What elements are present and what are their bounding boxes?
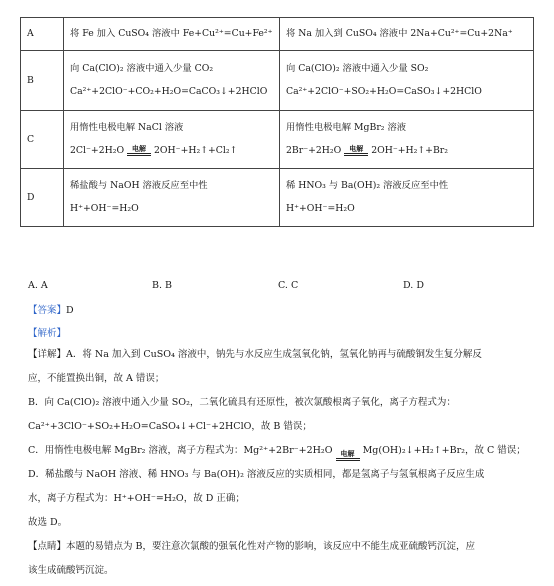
cell-text: 将 Na 加入到 CuSO₄ 溶液中 2Na+Cu²⁺=Cu+2Na⁺ <box>286 28 513 39</box>
option-d: D. D <box>403 280 424 291</box>
row-label: C <box>21 111 64 169</box>
detail-line: D．稀盐酸与 NaOH 溶液、稀 HNO₃ 与 Ba(OH)₂ 溶液反应的实质相同，都是氢离子与氢氧根离子反应生成 <box>28 469 485 480</box>
table-row <box>21 51 534 111</box>
condition-text: 电解 <box>340 449 355 458</box>
detail-line <box>28 439 533 463</box>
point-line: 该生成硫酸钙沉淀。 <box>28 565 114 576</box>
table-row <box>21 111 534 169</box>
table-cell <box>64 111 280 169</box>
cell-text: 将 Fe 加入 CuSO₄ 溶液中 Fe+Cu²⁺=Cu+Fe²⁺ <box>70 28 273 39</box>
row-label: D <box>21 169 64 227</box>
detail-tag: 【详解】 <box>28 349 67 360</box>
equation-part: 2Cl⁻+2H₂O <box>70 145 125 156</box>
equation-part: 2OH⁻+H₂↑+Br₂ <box>371 145 448 156</box>
cell-equation: H⁺+OH⁻=H₂O <box>286 203 355 214</box>
comparison-table <box>20 17 534 227</box>
cell-text: 稀 HNO₃ 与 Ba(OH)₂ 溶液反应至中性 <box>286 180 449 191</box>
answer-line <box>28 302 74 316</box>
equation-part: 2Br⁻+2H₂O <box>286 145 342 156</box>
detail-section <box>28 343 533 583</box>
answer-tag: 【答案】 <box>28 305 67 316</box>
cell-equation: Ca²⁺+2ClO⁻+SO₂+H₂O=CaSO₃↓+2HClO <box>286 86 482 97</box>
electrolysis-condition <box>336 451 360 463</box>
detail-line: 水，离子方程式为：H⁺+OH⁻=H₂O，故 D 正确； <box>28 493 245 504</box>
detail-text: Mg(OH)₂↓+H₂↑+Br₂，故 C 错误； <box>362 445 526 456</box>
table-row <box>21 169 534 227</box>
detail-text: C．用惰性电极电解 MgBr₂ 溶液，离子方程式为：Mg²⁺+2Br⁻+2H₂O <box>28 445 333 456</box>
electrolysis-condition <box>344 146 368 158</box>
answer-value: D <box>66 305 74 316</box>
detail-line: 应，不能置换出铜，故 A 错误； <box>28 373 165 384</box>
cell-text: 用惰性电极电解 MgBr₂ 溶液 <box>286 122 407 133</box>
detail-line: Ca²⁺+3ClO⁻+SO₂+H₂O=CaSO₄↓+Cl⁻+2HClO，故 B 错误； <box>28 421 312 432</box>
option-a: A. A <box>28 280 48 291</box>
cell-equation <box>70 144 273 158</box>
cell-text: 稀盐酸与 NaOH 溶液反应至中性 <box>70 180 208 191</box>
cell-text: 向 Ca(ClO)₂ 溶液中通入少量 CO₂ <box>70 63 214 74</box>
table-cell <box>64 169 280 227</box>
point-text: 本题的易错点为 B，要注意次氯酸的强氧化性对产物的影响，该反应中不能生成亚硫酸钙沉淀，应 <box>66 541 476 552</box>
condition-text: 电解 <box>132 144 147 153</box>
electrolysis-condition <box>127 146 151 158</box>
detail-text: A．将 Na 加入到 CuSO₄ 溶液中，钠先与水反应生成氢氧化钠，氢氧化钠再与硫酸铜发生复分解反 <box>66 349 482 360</box>
detail-line <box>28 343 533 367</box>
row-label: B <box>21 51 64 111</box>
cell-equation <box>286 144 527 158</box>
row-label: A <box>21 18 64 51</box>
table-cell <box>280 111 534 169</box>
analysis-tag: 【解析】 <box>28 328 67 339</box>
point-line <box>28 535 533 559</box>
table-cell <box>280 51 534 111</box>
table-row <box>21 18 534 51</box>
cell-equation: H⁺+OH⁻=H₂O <box>70 203 139 214</box>
table-cell <box>64 51 280 111</box>
option-b: B. B <box>152 280 173 291</box>
table-cell <box>64 18 280 51</box>
option-c: C. C <box>278 280 299 291</box>
equation-part: 2OH⁻+H₂↑+Cl₂↑ <box>154 145 238 156</box>
point-tag: 【点睛】 <box>28 541 67 552</box>
detail-line: 故选 D。 <box>28 517 68 528</box>
analysis-heading <box>28 325 66 339</box>
cell-text: 向 Ca(ClO)₂ 溶液中通入少量 SO₂ <box>286 63 429 74</box>
cell-equation: Ca²⁺+2ClO⁻+CO₂+H₂O=CaCO₃↓+2HClO <box>70 86 268 97</box>
table-cell <box>280 18 534 51</box>
condition-text: 电解 <box>349 144 364 153</box>
cell-text: 用惰性电极电解 NaCl 溶液 <box>70 122 184 133</box>
table-cell <box>280 169 534 227</box>
detail-line: B．向 Ca(ClO)₂ 溶液中通入少量 SO₂，二氧化硫具有还原性，被次氯酸根离子氧化，离子方程式为： <box>28 397 456 408</box>
